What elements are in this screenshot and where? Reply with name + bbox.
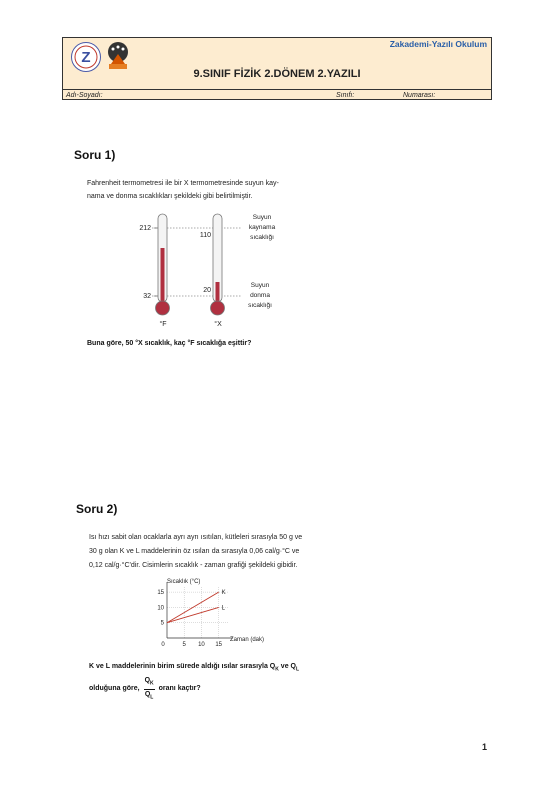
question-1-text bbox=[87, 177, 279, 203]
boiling-label-3: sıcaklığı bbox=[250, 234, 274, 241]
page-number: 1 bbox=[482, 742, 488, 752]
chart-y-axis-label: Sıcaklık (°C) bbox=[167, 579, 201, 585]
logo-letter: Z bbox=[81, 49, 91, 66]
question-2-line-1: Isı hızı sabit olan ocaklarla ayrı ayrı ısıtılan, kütleleri sırasıyla 50 g ve bbox=[89, 534, 303, 541]
q-l-subscript: L bbox=[295, 666, 300, 673]
boiling-label-1: Suyun bbox=[252, 214, 272, 221]
question-2-text bbox=[89, 531, 302, 573]
chart-x-tick-label: 15 bbox=[215, 642, 223, 648]
ratio-fraction bbox=[144, 676, 155, 702]
question-1-prompt: Buna göre, 50 °X sıcaklık, kaç °F sıcaklığa eşittir? bbox=[87, 340, 252, 347]
x-unit-label: °X bbox=[214, 321, 222, 328]
question-2-line-2: 30 g olan K ve L maddelerinin öz ısıları da sırasıyla 0,06 cal/g·°C ve bbox=[89, 548, 300, 555]
x-thermometer bbox=[211, 214, 225, 315]
chart-y-tick-label: 15 bbox=[157, 590, 164, 597]
school-name: Zakademi-Yazılı Okulum bbox=[389, 39, 487, 49]
question-2-prompt bbox=[89, 660, 299, 702]
prompt-text-c: olduğuna göre, bbox=[89, 685, 140, 693]
chart-series-label-l: L bbox=[221, 605, 226, 612]
question-1-line-1: Fahrenheit termometresi ile bir X termometresinde suyun kay- bbox=[87, 180, 279, 187]
x-freezing-value: 20 bbox=[203, 287, 211, 294]
temperature-time-chart bbox=[140, 574, 280, 650]
f-boiling-value: 212 bbox=[139, 225, 151, 232]
f-unit-label: °F bbox=[159, 321, 167, 328]
den-sub: L bbox=[150, 694, 154, 701]
chart-x-tick-label: 5 bbox=[182, 642, 186, 648]
boiling-label-2: kaynama bbox=[248, 224, 276, 231]
chart-series-line-k bbox=[167, 592, 219, 623]
prompt-text-a: K ve L maddelerinin birim sürede aldığı ısılar sırasıyla Q bbox=[89, 663, 276, 670]
fraction-denominator bbox=[145, 690, 154, 702]
fraction-numerator bbox=[144, 676, 155, 689]
num-sub: K bbox=[150, 680, 154, 687]
question-1-line-2: nama ve donma sıcaklıkları şekildeki gibi belirtilmiştir. bbox=[87, 193, 253, 200]
question-2-prompt-line-2 bbox=[89, 676, 299, 702]
chart-x-tick-label: 0 bbox=[161, 642, 165, 648]
den-q: Q bbox=[144, 690, 151, 698]
chart-y-tick-label: 5 bbox=[160, 620, 164, 627]
question-2-title: Soru 2) bbox=[76, 502, 118, 516]
question-1-title: Soru 1) bbox=[74, 148, 116, 162]
prompt-text-b: ve Q bbox=[278, 663, 296, 670]
freezing-label-2: donma bbox=[250, 292, 270, 299]
q-k-subscript: K bbox=[275, 666, 279, 673]
chart-series-label-k: K bbox=[221, 590, 226, 597]
chart-x-axis-label: Zaman (dak) bbox=[230, 637, 265, 643]
exam-title: 9.SINIF FİZİK 2.DÖNEM 2.YAZILI bbox=[193, 68, 361, 80]
question-2-line-3: 0,12 cal/g·°C'dir. Cisimlerin sıcaklık - zaman grafiği şekildeki gibidir. bbox=[89, 562, 298, 569]
prompt-text-d: oranı kaçtır? bbox=[158, 685, 201, 693]
chart-x-tick-label: 10 bbox=[198, 642, 205, 648]
student-info-row bbox=[63, 89, 491, 101]
class-label: Sınıfı: bbox=[336, 92, 355, 99]
freezing-label-1: Suyun bbox=[250, 282, 270, 289]
fahrenheit-thermometer bbox=[154, 214, 170, 315]
question-2-prompt-line-1 bbox=[89, 660, 299, 676]
name-label: Adı-Soyadı: bbox=[66, 92, 103, 99]
number-label: Numarası: bbox=[403, 92, 436, 99]
freezing-label-3: sıcaklığı bbox=[248, 302, 272, 309]
exam-header bbox=[62, 37, 492, 100]
num-q: Q bbox=[144, 677, 151, 685]
f-freezing-value: 32 bbox=[143, 293, 151, 300]
x-boiling-value: 110 bbox=[199, 232, 211, 239]
thermometers-figure bbox=[130, 208, 290, 332]
chart-y-tick-label: 10 bbox=[157, 605, 164, 612]
chart-series-line-l bbox=[167, 607, 219, 622]
